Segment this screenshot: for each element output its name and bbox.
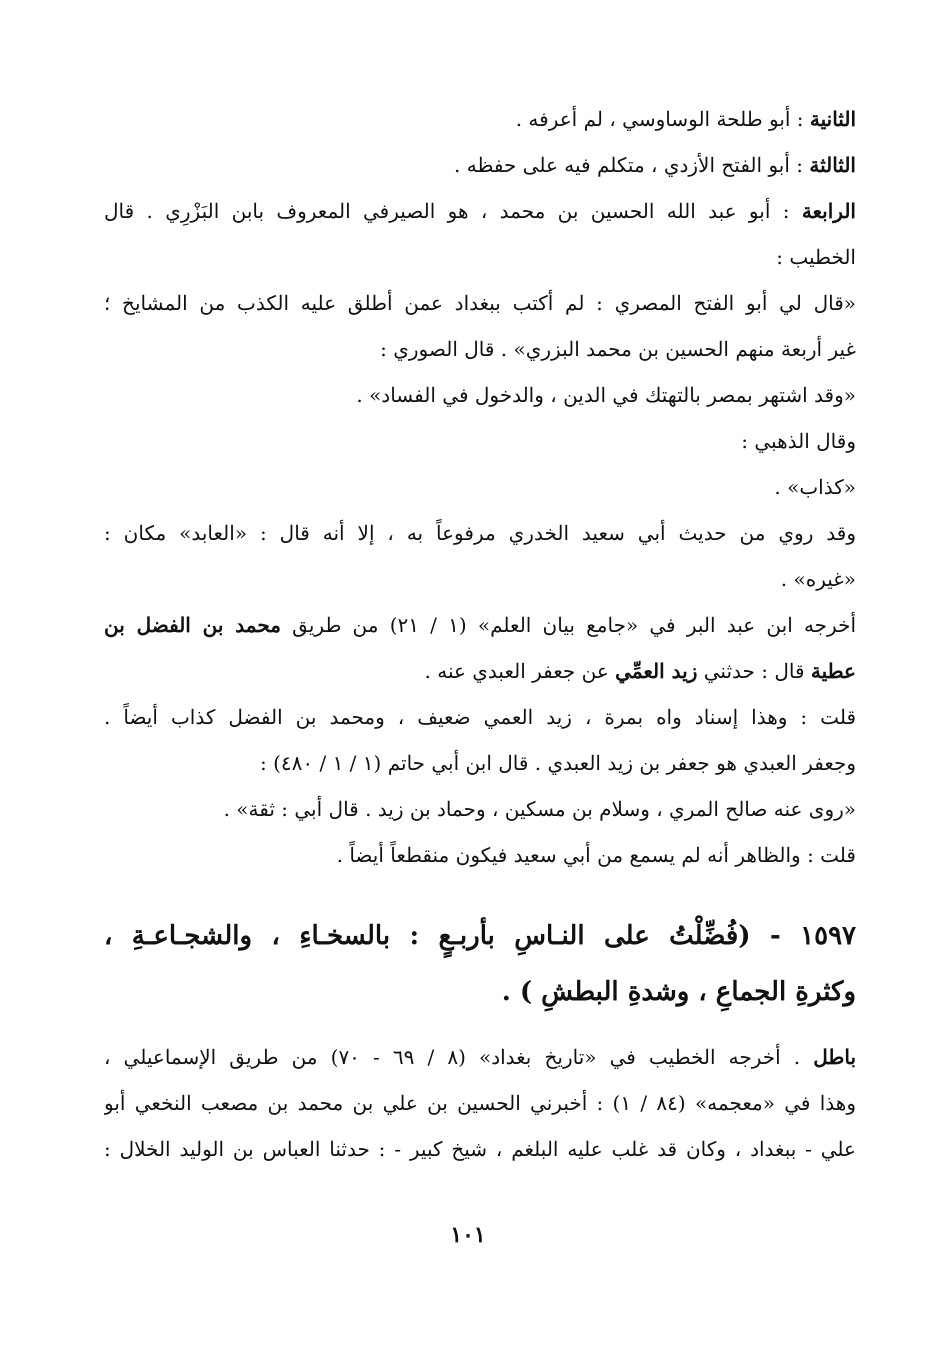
- text-line-2: [104, 142, 856, 188]
- line-text: عن جعفر العبدي عنه .: [424, 659, 609, 683]
- hadith-heading-line-1: ١٥٩٧ - (فُضِّلْتُ على النـاسِ بأربـعٍ : بالسخـاءِ ، والشجـاعـةِ ،: [104, 921, 856, 951]
- label-second: الثانية: [809, 107, 856, 131]
- hadith-heading-line-2: وكثرةِ الجماعِ ، وشدةِ البطشِ ) .: [501, 977, 856, 1007]
- text-line-12: [104, 602, 856, 648]
- text-line-16: «روى عنه صالح المري ، وسلام بن مسكين ، وحماد بن زيد . قال أبي : ثقة» .: [223, 797, 856, 821]
- text-line-9: «كذاب» .: [774, 475, 856, 499]
- ruling-line-3: علي - ببغداد ، وكان قد غلب عليه البلغم ، شيخ كبير - : حدثنا العباس بن الوليد الخلال :: [104, 1137, 856, 1161]
- page-number: ١٠١: [450, 1222, 486, 1248]
- narrator-name: عطية: [810, 659, 856, 683]
- text-line-5: «قال لي أبو الفتح المصري : لم أكتب ببغداد عمن أطلق عليه الكذب من المشايخ ؛: [104, 291, 856, 315]
- text-line-13: [104, 648, 856, 694]
- line-text: : أبو طلحة الوساوسي ، لم أعرفه .: [515, 107, 804, 131]
- text-line-8: وقال الذهبي :: [741, 429, 856, 453]
- text-line-3: [104, 188, 856, 234]
- label-third: الثالثة: [809, 153, 856, 177]
- text-line-11: «غيره» .: [780, 567, 856, 591]
- line-text: أخرجه ابن عبد البر في «جامع بيان العلم» (١ / ٢١) من طريق: [292, 613, 856, 637]
- narrator-name: محمد بن الفضل بن: [104, 613, 281, 637]
- text-line-15: وجعفر العبدي هو جعفر بن زيد العبدي . قال ابن أبي حاتم (١ / ١ / ٤٨٠) :: [259, 751, 856, 775]
- text-line-14: قلت : وهذا إسناد واه بمرة ، زيد العمي ضعيف ، ومحمد بن الفضل كذاب أيضاً .: [104, 705, 856, 729]
- text-line-6: غير أربعة منهم الحسين بن محمد البزري» . قال الصوري :: [380, 337, 856, 361]
- text-line-10: وقد روي من حديث أبي سعيد الخدري مرفوعاً به ، إلا أنه قال : «العابد» مكان :: [104, 521, 856, 545]
- ruling-label: باطل: [813, 1045, 856, 1069]
- text-line-1: [104, 96, 856, 142]
- ruling-line-1: [104, 1034, 856, 1080]
- ruling-line-2: وهذا في «معجمه» (٨٤ / ١) : أخبرني الحسين بن علي بن محمد بن مصعب النخعي أبو: [104, 1091, 856, 1115]
- narrator-name: زيد العمِّي: [615, 659, 698, 683]
- text-line-7: «وقد اشتهر بمصر بالتهتك في الدين ، والدخول في الفساد» .: [356, 383, 856, 407]
- text-line-4: الخطيب :: [776, 245, 856, 269]
- line-text: : أبو عبد الله الحسين بن محمد ، هو الصيرفي المعروف بابن البَزْرِي . قال: [104, 199, 790, 223]
- text-line-17: قلت : والظاهر أنه لم يسمع من أبي سعيد فيكون منقطعاً أيضاً .: [336, 843, 856, 867]
- line-text: قال : حدثني: [703, 659, 805, 683]
- line-text: . أخرجه الخطيب في «تاريخ بغداد» (٨ / ٦٩ - ٧٠) من طريق الإسماعيلي ،: [104, 1045, 801, 1069]
- label-fourth: الرابعة: [801, 199, 856, 223]
- line-text: : أبو الفتح الأزدي ، متكلم فيه على حفظه .: [454, 153, 803, 177]
